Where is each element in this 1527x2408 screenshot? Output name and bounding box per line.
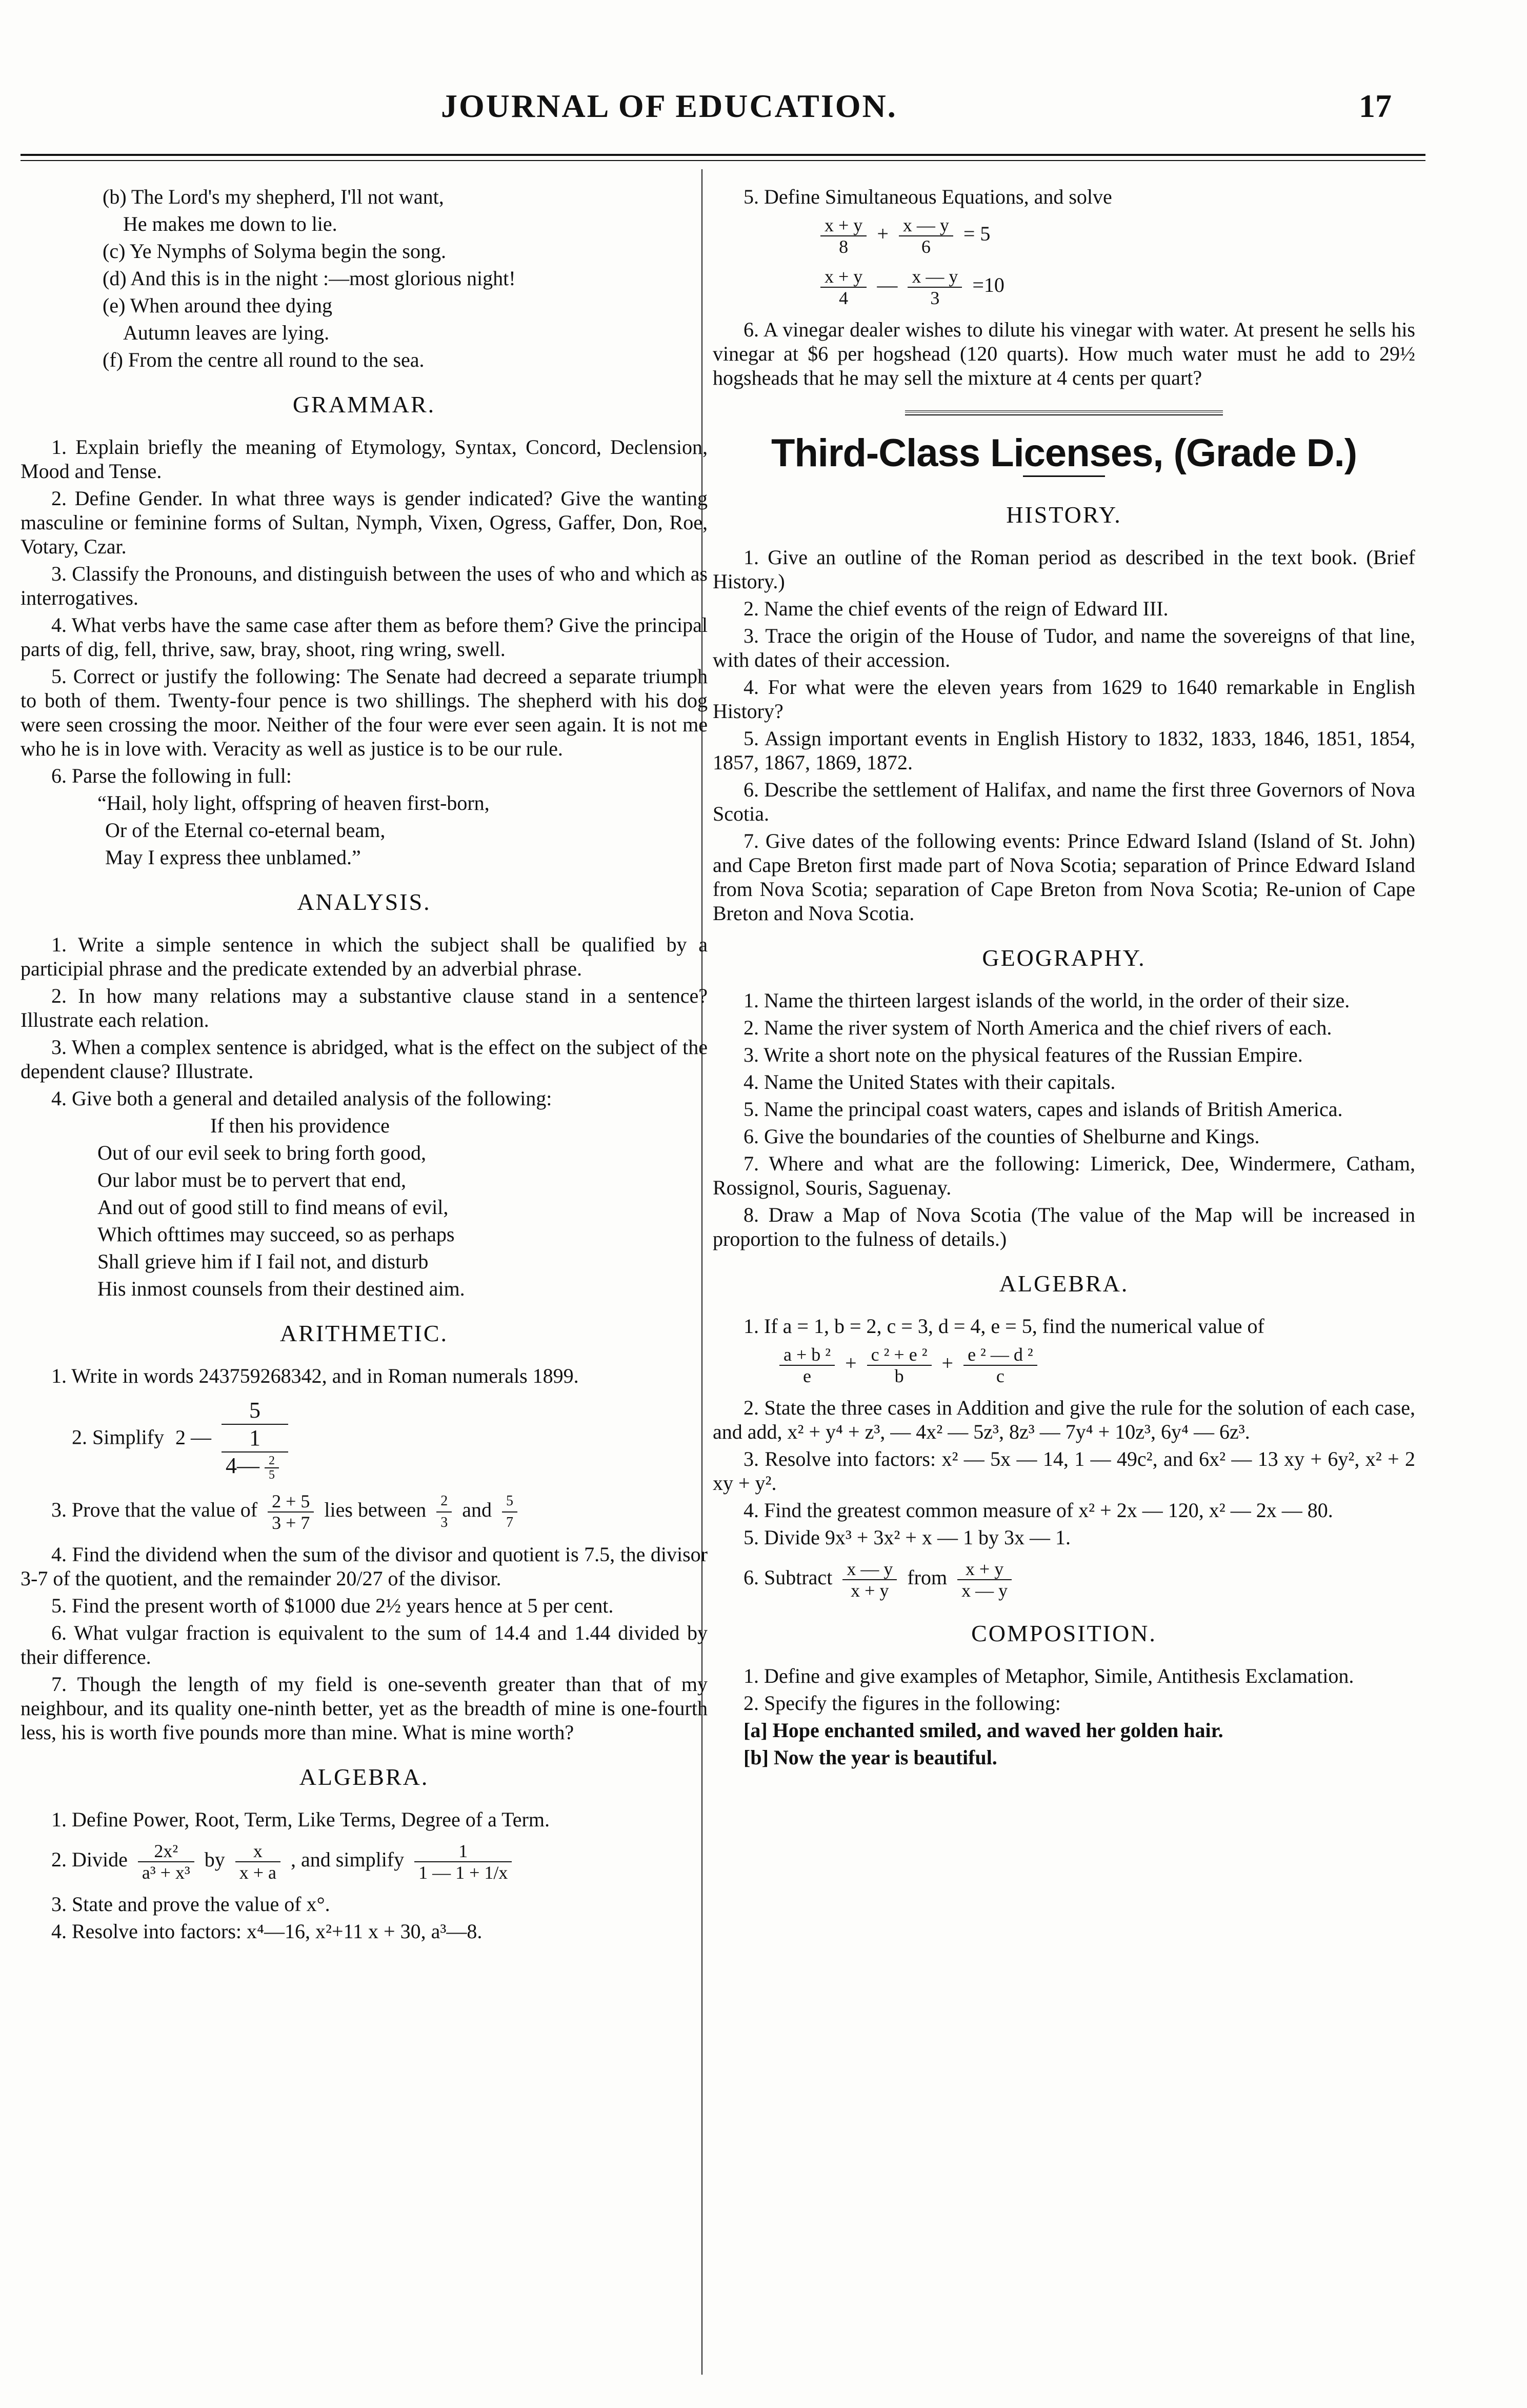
eq-fraction (820, 215, 867, 257)
arithmetic-question: 4. Find the dividend when the sum of the divisor and quotient is 7.5, the divisor 3-7 of the quotient, and the remainder 20/27 of the divisor. (21, 1542, 708, 1590)
bound-num: 2 (436, 1491, 452, 1513)
history-question: 5. Assign important events in English History to 1832, 1833, 1846, 1851, 1854, 1857, 1867, 1869, 1872. (713, 727, 1415, 774)
header-rule-thin (21, 160, 1425, 161)
prove-den: 3 + 7 (272, 1512, 310, 1533)
poem-line: Shall grieve him if I fail not, and disturb (97, 1250, 429, 1273)
right-column (713, 185, 1415, 1773)
divide-den: a³ + x³ (142, 1862, 190, 1883)
expr-num: c ² + e ² (867, 1344, 932, 1366)
complex-den-text: 4— (226, 1453, 260, 1478)
algebra-question: 1. If a = 1, b = 2, c = 3, d = 4, e = 5, find the numerical value of (744, 1315, 1264, 1338)
algebra-question: 5. Divide 9x³ + 3x² + x — 1 by 3x — 1. (744, 1526, 1071, 1549)
analysis-question: 4. Give both a general and detailed analysis of the following: (51, 1087, 552, 1110)
history-question: 1. Give an outline of the Roman period as described in the text book. (Brief History.) (713, 546, 1415, 593)
expr-fraction (867, 1344, 932, 1386)
arithmetic-heading: ARITHMETIC. (279, 1320, 449, 1346)
grammar-question: 4. What verbs have the same case after them as before them? Give the principal parts of dig, fell, thrive, saw, bray, shoot, ring wring, swell. (21, 613, 708, 661)
composition-item: [b] Now the year is beautiful. (744, 1746, 997, 1769)
analysis-question: 2. In how many relations may a substantive clause stand in a sentence? Illustrate each relation. (21, 984, 708, 1031)
poem-line: If then his providence (210, 1114, 390, 1137)
left-column (21, 185, 708, 1946)
verse-line: (d) And this is in the night :—most glorious night! (103, 267, 516, 290)
eq-result: = 5 (963, 222, 991, 246)
eq-den: 4 (839, 288, 849, 308)
verse-line: (c) Ye Nymphs of Solyma begin the song. (103, 240, 446, 263)
eq-den: 8 (839, 236, 849, 257)
prove-and: and (462, 1498, 492, 1522)
eq-fraction (899, 215, 953, 257)
history-question: 7. Give dates of the following events: Prince Edward Island (Island of St. John) and Cape Breton first made part of Nova Scotia; separation of Prince Edward Island from Nova Scotia; separation of Cape Breton from Nova Scotia; Re-union of Cape Breton and Nova Scotia. (713, 829, 1415, 925)
equation-1 (713, 215, 1415, 257)
subtract-fraction (842, 1559, 897, 1601)
section-title: Third-Class Licenses, (Grade D.) (771, 431, 1357, 475)
analysis-heading: ANALYSIS. (297, 889, 431, 915)
verse-line: (b) The Lord's my shepherd, I'll not want, (103, 185, 444, 208)
expr-plus: + (941, 1351, 954, 1375)
subtract-num: x — y (842, 1559, 897, 1580)
eq-num: x + y (820, 215, 867, 236)
divisor-num: x (235, 1841, 280, 1862)
subtract-den: x — y (961, 1580, 1008, 1601)
small-num: 2 (265, 1454, 279, 1468)
section-separator (905, 410, 1223, 415)
geography-question: 1. Name the thirteen largest islands of the world, in the order of their size. (744, 989, 1350, 1012)
algebra-question: 4. Find the greatest common measure of x² + 2x — 120, x² — 2x — 80. (744, 1499, 1333, 1522)
subtract-num: x + y (957, 1559, 1012, 1580)
simplify-text: , and simplify (291, 1848, 405, 1872)
grammar-heading: GRAMMAR. (292, 391, 436, 417)
eq-num: x — y (899, 215, 953, 236)
algebra-question: 3. State and prove the value of x°. (51, 1892, 330, 1916)
composition-heading: COMPOSITION. (971, 1620, 1157, 1646)
analysis-question: 1. Write a simple sentence in which the subject shall be qualified by a participial phrase and the predicate extended by an adverbial phrase. (21, 933, 708, 980)
analysis-question: 3. When a complex sentence is abridged, what is the effect on the subject of the dependent clause? Illustrate. (21, 1036, 708, 1083)
expr-num: e ² — d ² (963, 1344, 1037, 1366)
composition-question: 2. Specify the figures in the following: (744, 1691, 1061, 1715)
eq-result: =10 (972, 273, 1004, 297)
subtract-den: x + y (851, 1580, 889, 1601)
divisor-den: x + a (239, 1862, 277, 1883)
arithmetic-question: 5. Find the present worth of $1000 due 2½ years hence at 5 per cent. (51, 1594, 614, 1617)
small-fraction (265, 1454, 279, 1482)
arithmetic-question: 6. What vulgar fraction is equivalent to the sum of 14.4 and 1.44 divided by their difference. (21, 1621, 708, 1668)
bound-den: 3 (440, 1514, 448, 1530)
poem-line: His inmost counsels from their destined aim. (97, 1277, 465, 1300)
history-heading: HISTORY. (1006, 502, 1122, 528)
bound-num: 5 (502, 1491, 517, 1513)
algebra-question: 6. A vinegar dealer wishes to dilute his vinegar with water. At present he sells his vinegar at $6 per hogshead (120 quarts). How much water must he add to 29½ hogsheads that he may sell the mixture at 4 cents per quart? (713, 318, 1415, 389)
history-question: 2. Name the chief events of the reign of Edward III. (744, 597, 1169, 620)
subtract-fraction (957, 1559, 1012, 1601)
algebra-heading-left: ALGEBRA. (299, 1763, 429, 1790)
small-den: 5 (269, 1468, 275, 1482)
value-expression (713, 1344, 1415, 1386)
grammar-question: 5. Correct or justify the following: The Senate had decreed a separate triumph to both of them. Twenty-four pence is two shillings. The shepherd with his dog were seen crossing the moor. Neither of the four were ever seen again. It is not me who he is in love with. Veracity as well as justice is to be our rule. (21, 665, 708, 760)
expr-fraction (779, 1344, 835, 1386)
subtract-question (713, 1559, 1415, 1601)
divide-fraction (138, 1841, 194, 1883)
expr-num: a + b ² (779, 1344, 835, 1366)
bound-den: 7 (506, 1514, 513, 1530)
simplify-question: 2. Simplify 2 — 5 1 4— $\frac{2}{5}$ (21, 1397, 708, 1482)
expr-plus: + (845, 1351, 857, 1375)
eq-den: 6 (921, 236, 931, 257)
eq-den: 3 (930, 288, 940, 308)
poem-line: Which ofttimes may succeed, so as perhaps (97, 1223, 455, 1246)
algebra-question: 4. Resolve into factors: x⁴—16, x²+11 x + 30, a³—8. (51, 1919, 483, 1943)
poem-line: “Hail, holy light, offspring of heaven first-born, (97, 791, 490, 814)
analysis-poem (21, 1113, 708, 1301)
divisor-fraction (235, 1841, 280, 1883)
title-underline (1023, 475, 1105, 477)
subtract-from: from (907, 1566, 948, 1589)
prove-num: 2 + 5 (268, 1491, 314, 1513)
complex-fraction (222, 1397, 288, 1482)
journal-title: JOURNAL OF EDUCATION. (441, 88, 897, 124)
eq-num: x + y (820, 266, 867, 288)
history-question: 4. For what were the eleven years from 1629 to 1640 remarkable in English History? (713, 675, 1415, 723)
poem-line: Or of the Eternal co-eternal beam, (105, 819, 386, 842)
simplify-fraction (414, 1841, 512, 1883)
expr-den: b (894, 1366, 904, 1386)
expr-fraction (963, 1344, 1037, 1386)
poem-line: And out of good still to find means of evil, (97, 1196, 449, 1219)
divide-text: 2. Divide (51, 1848, 128, 1872)
divide-by: by (204, 1848, 225, 1872)
simplify-label: 2. Simplify (72, 1425, 165, 1449)
grammar-question: 6. Parse the following in full: (51, 764, 292, 787)
prove-question (21, 1491, 708, 1533)
geography-question: 7. Where and what are the following: Limerick, Dee, Windermere, Catham, Rossignol, Souris, Saguenay. (713, 1152, 1415, 1199)
composition-item: [a] Hope enchanted smiled, and waved her golden hair. (744, 1719, 1223, 1742)
algebra-question: 1. Define Power, Root, Term, Like Terms, Degree of a Term. (51, 1807, 550, 1831)
divide-num: 2x² (138, 1841, 194, 1862)
equation-2 (713, 266, 1415, 308)
geography-question: 5. Name the principal coast waters, capes and islands of British America. (744, 1098, 1343, 1121)
algebra-question: 3. Resolve into factors: x² — 5x — 14, 1 — 49c², and 6x² — 13 xy + 6y², x² + 2 xy + y². (713, 1447, 1415, 1495)
grammar-question: 2. Define Gender. In what three ways is gender indicated? Give the wanting masculine or feminine forms of Sultan, Nymph, Vixen, Ogress, Gaffer, Don, Roe, Votary, Czar. (21, 487, 708, 558)
subtract-text: 6. Subtract (744, 1566, 833, 1589)
bound-fraction (502, 1491, 517, 1533)
composition-question: 1. Define and give examples of Metaphor, Simile, Antithesis Exclamation. (744, 1664, 1354, 1687)
complex-mid: 1 (222, 1425, 288, 1452)
eq-operator: — (877, 273, 898, 297)
poem-line: Our labor must be to pervert that end, (97, 1168, 407, 1191)
eq-operator: + (877, 222, 889, 246)
grammar-poem (21, 791, 708, 869)
poem-line: Out of our evil seek to bring forth good, (97, 1141, 426, 1164)
eq-num: x — y (908, 266, 962, 288)
page-header (0, 87, 1527, 133)
prove-text: 3. Prove that the value of (51, 1498, 258, 1522)
verse-examples (21, 185, 708, 372)
arithmetic-question: 7. Though the length of my field is one-seventh greater than that of my neighbour, and its quality one-ninth better, yet as the breadth of mine is one-fourth less, his is worth five pounds more than mine. What is mine worth? (21, 1672, 708, 1744)
complex-den (222, 1452, 288, 1482)
complex-num: 5 (222, 1397, 288, 1425)
simplify-den: 1 — 1 + 1/x (418, 1862, 508, 1883)
header-rule (21, 154, 1425, 156)
prove-between: lies between (324, 1498, 427, 1522)
simplify-num: 1 (414, 1841, 512, 1862)
page-number: 17 (1359, 88, 1392, 124)
verse-line: He makes me down to lie. (123, 212, 337, 235)
prove-fraction (268, 1491, 314, 1533)
eq-fraction (820, 266, 867, 308)
expr-den: c (996, 1366, 1004, 1386)
eq-fraction (908, 266, 962, 308)
geography-question: 2. Name the river system of North America and the chief rivers of each. (744, 1016, 1332, 1039)
history-question: 3. Trace the origin of the House of Tudor, and name the sovereigns of that line, with dates of their accession. (713, 624, 1415, 671)
geography-question: 3. Write a short note on the physical features of the Russian Empire. (744, 1043, 1303, 1066)
simplify-whole: 2 (175, 1425, 186, 1449)
geography-question: 8. Draw a Map of Nova Scotia (The value of the Map will be increased in proportion to the fulness of details.) (713, 1203, 1415, 1250)
geography-question: 6. Give the boundaries of the counties of Shelburne and Kings. (744, 1125, 1260, 1148)
verse-line: (f) From the centre all round to the sea. (103, 348, 425, 371)
algebra-question: 5. Define Simultaneous Equations, and solve (744, 185, 1112, 208)
grammar-question: 3. Classify the Pronouns, and distinguish between the uses of who and which as interrogatives. (21, 562, 708, 609)
arithmetic-question: 1. Write in words 243759268342, and in Roman numerals 1899. (51, 1364, 579, 1387)
poem-line: May I express thee unblamed.” (105, 846, 361, 869)
grammar-question: 1. Explain briefly the meaning of Etymology, Syntax, Concord, Declension, Mood and Tense. (21, 435, 708, 483)
verse-line: Autumn leaves are lying. (123, 321, 330, 344)
history-question: 6. Describe the settlement of Halifax, and name the first three Governors of Nova Scotia. (713, 778, 1415, 825)
expr-den: e (803, 1366, 812, 1386)
geography-question: 4. Name the United States with their capitals. (744, 1070, 1116, 1093)
algebra-heading-right: ALGEBRA. (999, 1270, 1129, 1297)
verse-line: (e) When around thee dying (103, 294, 332, 317)
bound-fraction (436, 1491, 452, 1533)
geography-heading: GEOGRAPHY. (982, 945, 1146, 971)
algebra-question: 2. State the three cases in Addition and give the rule for the solution of each case, and add, x² + y⁴ + z³, — 4x² — 5z³, 8z³ — 7y⁴ + 10z³, 6y⁴ — 6z³. (713, 1396, 1415, 1443)
divide-question (21, 1841, 708, 1883)
